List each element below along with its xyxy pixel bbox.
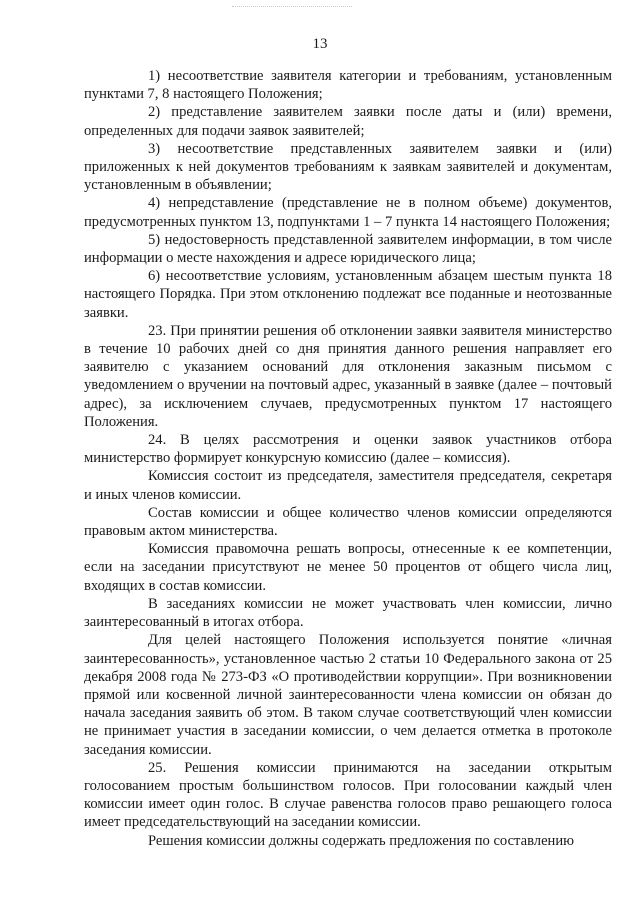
paragraph-item-5: 5) недостоверность представленной заявителем информации, в том числе информации о месте нахождения и адресе юридического лица; (84, 231, 612, 267)
paragraph-item-1: 1) несоответствие заявителя категории и требованиям, установленным пунктами 7, 8 настоящего Положения; (84, 68, 612, 103)
paragraph-clause-23: 23. При принятии решения об отклонении заявки заявителя министерство в течение 10 рабочих дней со дня принятия данного решения направляет его заявителю с указанием оснований для отклонения заказным письмом с уведомлением о вручении на почтовый адрес, указанный в заявке (далее – почтовый адрес), за исключением случаев, предусмотренных пунктом 17 настоящего Положения. (84, 322, 612, 430)
paragraph-commission-composition: Комиссия состоит из председателя, заместителя председателя, секретаря и иных членов комиссии. (84, 468, 612, 503)
paragraph-clause-24: 24. В целях рассмотрения и оценки заявок участников отбора министерство формирует конкурсную комиссию (далее – комиссия). (84, 432, 612, 467)
scan-artifact (232, 6, 352, 10)
paragraph-clause-25: 25. Решения комиссии принимаются на заседании открытым голосованием простым большинством голосов. При голосовании каждый член комиссии имеет один голос. В случае равенства голосов право решающего голоса имеет председательствующий на заседании комиссии. (84, 759, 612, 831)
paragraph-commission-members: Состав комиссии и общее количество членов комиссии определяются правовым актом министерства. (84, 504, 612, 540)
paragraph-decisions: Решения комиссии должны содержать предложения по составлению (148, 832, 575, 849)
paragraph-interest-exclusion: В заседаниях комиссии не может участвовать член комиссии, лично заинтересованный в итогах отбора. (84, 595, 612, 631)
paragraph-personal-interest: Для целей настоящего Положения используется понятие «личная заинтересованность», установленное частью 2 статьи 10 Федерального закона от 25 декабря 2008 года № 273-ФЗ «О противодействии коррупции». При возникновении прямой или косвенной личной заинтересованности члена комиссии он обязан до начала заседания заявить об этом. В таком случае соответствующий член комиссии не принимает участия в заседании комиссии, о чем делается отметка в протоколе заседания комиссии. (84, 632, 612, 758)
paragraph-item-6: 6) несоответствие условиям, установленным абзацем шестым пункта 18 настоящего Порядка. При этом отклонению подлежат все поданные и неотозванные заявки. (84, 268, 612, 321)
paragraph-commission-quorum: Комиссия правомочна решать вопросы, отнесенные к ее компетенции, если на заседании присутствуют не менее 50 процентов от общего числа лиц, входящих в состав комиссии. (84, 541, 612, 594)
paragraph-item-3: 3) несоответствие представленных заявителем заявки и (или) приложенных к ней документов требованиям к заявкам заявителей и документам, установленным в объявлении; (84, 140, 612, 194)
paragraph-item-2: 2) представление заявителем заявки после даты и (или) времени, определенных для подачи заявок заявителей; (84, 104, 612, 139)
document-body (84, 67, 612, 850)
paragraph-item-4: 4) непредставление (представление не в полном объеме) документов, предусмотренных пунктом 13, подпунктами 1 – 7 пункта 14 настоящего Положения; (84, 195, 612, 230)
page-number: 13 (312, 36, 328, 52)
